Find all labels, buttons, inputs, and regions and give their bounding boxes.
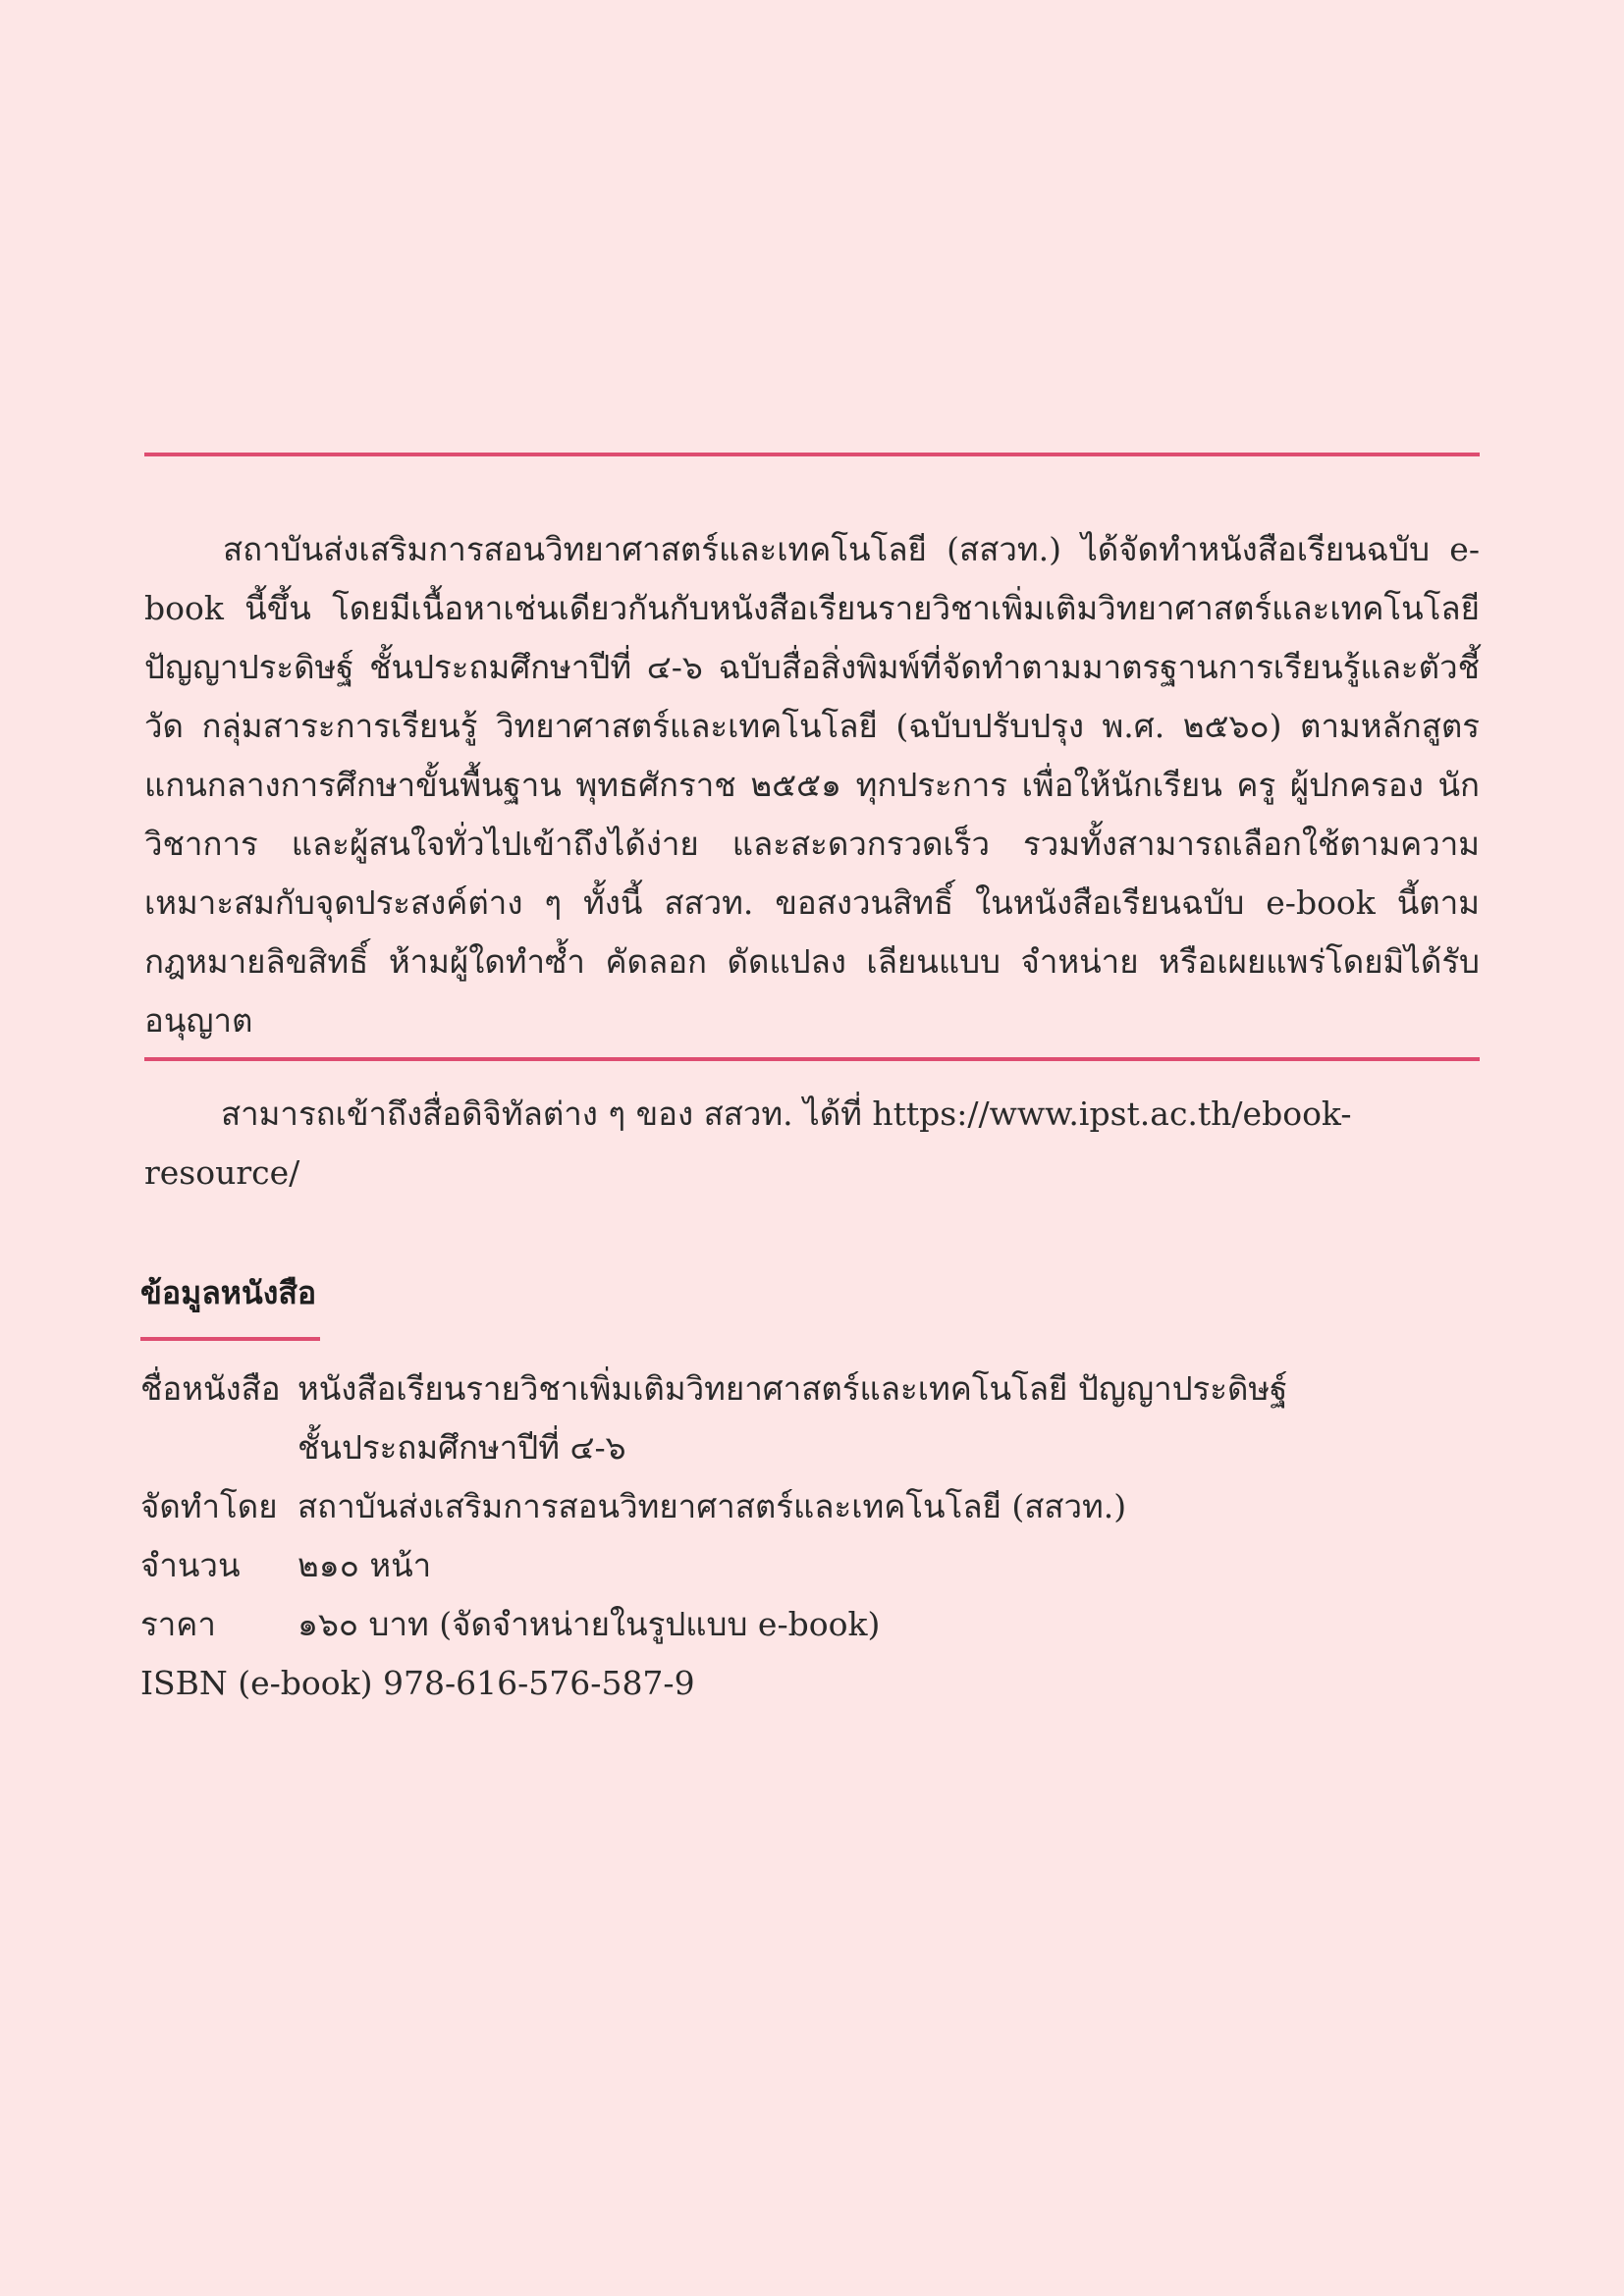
copyright-notice: สถาบันส่งเสริมการสอนวิทยาศาสตร์และเทคโนโลยี (สสวท.) ได้จัดทำหนังสือเรียนฉบับ e-book นี้ขึ้น โดยมีเนื้อหาเช่นเดียวกันกับหนังสือเรียนรายวิชาเพิ่มเติมวิทยาศาสตร์และเทคโนโลยี ปัญญาประดิษฐ์ ชั้นประถมศึกษาปีที่ ๔-๖ ฉบับสื่อสิ่งพิมพ์ที่จัดทำตามมาตรฐานการเรียนรู้และตัวชี้วัด กลุ่มสาระการเรียนรู้ วิทยาศาสตร์และเทคโนโลยี (ฉบับปรับปรุง พ.ศ. ๒๕๖๐) ตามหลักสูตรแกนกลางการศึกษาขั้นพื้นฐาน พุทธศักราช ๒๕๕๑ ทุกประการ เพื่อให้นักเรียน ครู ผู้ปกครอง นักวิชาการ และผู้สนใจทั่วไปเข้าถึงได้ง่าย และสะดวกรวดเร็ว รวมทั้งสามารถเลือกใช้ตามความเหมาะสมกับจุดประสงค์ต่าง ๆ ทั้งนี้ สสวท. ขอสงวนสิทธิ์ ในหนังสือเรียนฉบับ e-book นี้ตามกฎหมายลิขสิทธิ์ ห้ามผู้ใดทำซ้ำ คัดลอก ดัดแปลง เลียนแบบ จำหน่าย หรือเผยแพร่โดยมิได้รับอนุญาต bbox=[144, 530, 1480, 1040]
book-title-row bbox=[140, 1360, 1476, 1477]
publisher-value: สถาบันส่งเสริมการสอนวิทยาศาสตร์และเทคโนโลยี (สสวท.) bbox=[298, 1487, 1127, 1525]
price-value: ๑๖๐ บาท (จัดจำหน่ายในรูปแบบ e-book) bbox=[298, 1605, 881, 1643]
heading-underline bbox=[140, 1337, 320, 1341]
price-row bbox=[140, 1595, 1476, 1654]
book-info-table bbox=[140, 1360, 1476, 1713]
book-title-line-1: หนังสือเรียนรายวิชาเพิ่มเติมวิทยาศาสตร์และเทคโนโลยี ปัญญาประดิษฐ์ bbox=[298, 1369, 1288, 1408]
book-title-value bbox=[298, 1360, 1476, 1477]
book-info-heading: ข้อมูลหนังสือ bbox=[140, 1274, 317, 1311]
publisher-row bbox=[140, 1477, 1476, 1536]
page-count-row bbox=[140, 1536, 1476, 1595]
book-title-line-2: ชั้นประถมศึกษาปีที่ ๔-๖ bbox=[298, 1428, 626, 1467]
isbn-text: ISBN (e-book) 978-616-576-587-9 bbox=[140, 1664, 695, 1702]
bottom-divider bbox=[144, 1057, 1480, 1061]
digital-media-access-line: สามารถเข้าถึงสื่อดิจิทัลต่าง ๆ ของ สสวท. ได้ที่ https://www.ipst.ac.th/ebook-resource/ bbox=[144, 1095, 1352, 1192]
isbn-row bbox=[140, 1654, 1476, 1713]
book-title-label: ชื่อหนังสือ bbox=[140, 1369, 281, 1408]
page-count-value: ๒๑๐ หน้า bbox=[298, 1546, 432, 1584]
top-divider bbox=[144, 453, 1480, 456]
publisher-label: จัดทำโดย bbox=[140, 1487, 278, 1525]
price-label: ราคา bbox=[140, 1605, 216, 1643]
page-count-label: จำนวน bbox=[140, 1546, 241, 1584]
